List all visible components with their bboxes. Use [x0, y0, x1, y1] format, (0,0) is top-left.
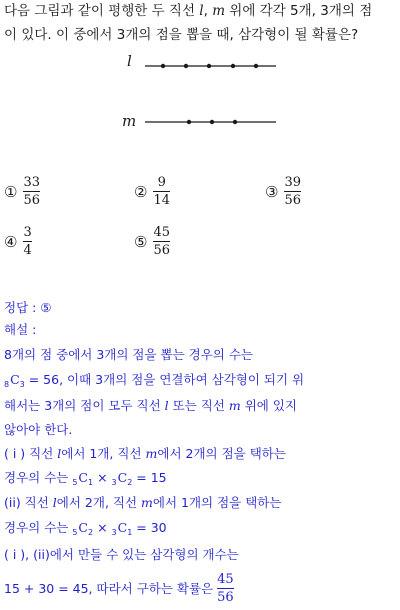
numerator: 33: [23, 175, 40, 190]
combination-n: 3: [111, 478, 117, 487]
solution-text: ( i ), (ii)에서 만들 수 있는 삼각형의 개수는: [4, 547, 239, 562]
choice-number: ①: [4, 182, 18, 201]
solution-text: 에서 1개의 점을 택하는: [152, 495, 282, 510]
line-l-symbol: l: [57, 446, 62, 461]
choice-fraction: [284, 175, 301, 208]
solution-line-5: [4, 446, 286, 462]
solution-text: 15 + 30 = 45, 따라서 구하는 확률은: [4, 580, 214, 596]
combination-n: 5: [72, 528, 78, 537]
line-l-label: l: [127, 52, 132, 70]
numerator: 45: [217, 572, 234, 587]
combination-c: C: [78, 520, 88, 535]
point-l-4: [231, 64, 235, 68]
denominator: 56: [23, 193, 40, 208]
choice-number: ⑤: [134, 232, 148, 251]
choice-3[interactable]: [265, 175, 301, 208]
solution-line-4: [4, 422, 72, 438]
solution-text: 위에 있지: [240, 398, 297, 413]
solution-line-2: [4, 372, 304, 393]
solution-text: 8개의 점 중에서 3개의 점을 뽑는 경우의 수는: [4, 347, 253, 362]
choice-fraction: [23, 225, 31, 258]
solution-text: 경우의 수는: [4, 520, 73, 535]
denominator: 56: [284, 193, 301, 208]
choice-number: ②: [134, 182, 148, 201]
line-l-symbol: l: [164, 398, 169, 413]
choice-4[interactable]: [4, 225, 32, 258]
solution-text: (ii) 직선: [4, 495, 53, 510]
solution-text: 경우의 수는: [4, 470, 73, 485]
solution-text: = 15: [132, 470, 167, 485]
line-l-symbol: l: [199, 3, 204, 19]
solution-line-6: [4, 470, 167, 491]
question-text: 위에 각각 5개, 3개의 점: [225, 3, 373, 19]
point-l-2: [184, 64, 188, 68]
combination-r: 1: [127, 528, 133, 537]
solution-line-9: [4, 547, 239, 563]
denominator: 4: [23, 243, 32, 258]
choice-2[interactable]: [134, 175, 170, 208]
line-m-label: m: [122, 112, 137, 130]
final-fraction: [217, 572, 234, 605]
solution-line-7: [4, 495, 281, 511]
point-m-3: [233, 120, 237, 124]
question-text: 이 있다. 이 중에서 3개의 점을 뽑을 때, 삼각형이 될 확률은?: [4, 27, 359, 43]
point-l-3: [207, 64, 211, 68]
numerator: 9: [157, 175, 166, 190]
answer-label: 정답 : ⑤: [4, 300, 52, 315]
choice-fraction: [23, 175, 40, 208]
combination-c: C: [78, 470, 88, 485]
solution-text: ( i ) 직선: [4, 446, 58, 461]
solution-text: 또는 직선: [168, 398, 229, 413]
combination-r: 1: [88, 478, 94, 487]
line-m-symbol: m: [145, 446, 158, 461]
question-line-1: [4, 2, 372, 20]
line-m-symbol: m: [228, 398, 241, 413]
solution-line-3: [4, 398, 297, 414]
times-sign: ×: [93, 470, 112, 485]
combination-n: 5: [72, 478, 78, 487]
point-l-5: [254, 64, 258, 68]
choice-number: ④: [4, 232, 18, 251]
numerator: 39: [284, 175, 301, 190]
question-line-2: [4, 26, 358, 44]
solution-line-1: [4, 347, 253, 363]
line-l-symbol: l: [52, 495, 57, 510]
combination-c: C: [10, 372, 20, 387]
combination-r: 3: [19, 380, 25, 389]
combination-n: 8: [4, 380, 10, 389]
combination-n: 3: [111, 528, 117, 537]
combination-r: 2: [88, 528, 94, 537]
point-m-2: [210, 120, 214, 124]
choice-fraction: [153, 175, 170, 208]
line-m-symbol: m: [141, 495, 153, 510]
solution-text: = 30: [132, 520, 167, 535]
solution-text: 에서 2개, 직선: [56, 495, 142, 510]
solution-text: = 56, 이때 3개의 점을 연결하여 삼각형이 되기 위: [24, 372, 305, 387]
combination-c: C: [117, 470, 128, 485]
choice-number: ③: [265, 182, 279, 201]
denominator: 56: [217, 590, 234, 605]
times-sign: ×: [93, 520, 112, 535]
solution-text: 해서는 3개의 점이 모두 직선: [4, 398, 165, 413]
solution-line-8: [4, 520, 167, 541]
solution-text: 에서 1개, 직선: [61, 446, 146, 461]
point-m-1: [187, 120, 191, 124]
combination-r: 2: [127, 478, 133, 487]
solution-text: 않아야 한다.: [4, 422, 73, 437]
denominator: 14: [153, 193, 170, 208]
solution-text: 에서 2개의 점을 택하는: [157, 446, 286, 461]
separator: ,: [203, 3, 213, 19]
parallel-lines-figure: [0, 50, 400, 140]
choice-5[interactable]: [134, 225, 170, 258]
line-m-symbol: m: [212, 3, 226, 19]
point-l-1: [161, 64, 165, 68]
numerator: 45: [153, 225, 170, 240]
numerator: 3: [23, 225, 32, 240]
combination-c: C: [117, 520, 128, 535]
explanation-label: 해설 :: [4, 322, 37, 337]
solution-line-10: [4, 572, 234, 605]
question-text: 다음 그림과 같이 평행한 두 직선: [4, 3, 200, 19]
denominator: 56: [153, 243, 170, 258]
choice-1[interactable]: [4, 175, 40, 208]
choice-fraction: [153, 225, 170, 258]
